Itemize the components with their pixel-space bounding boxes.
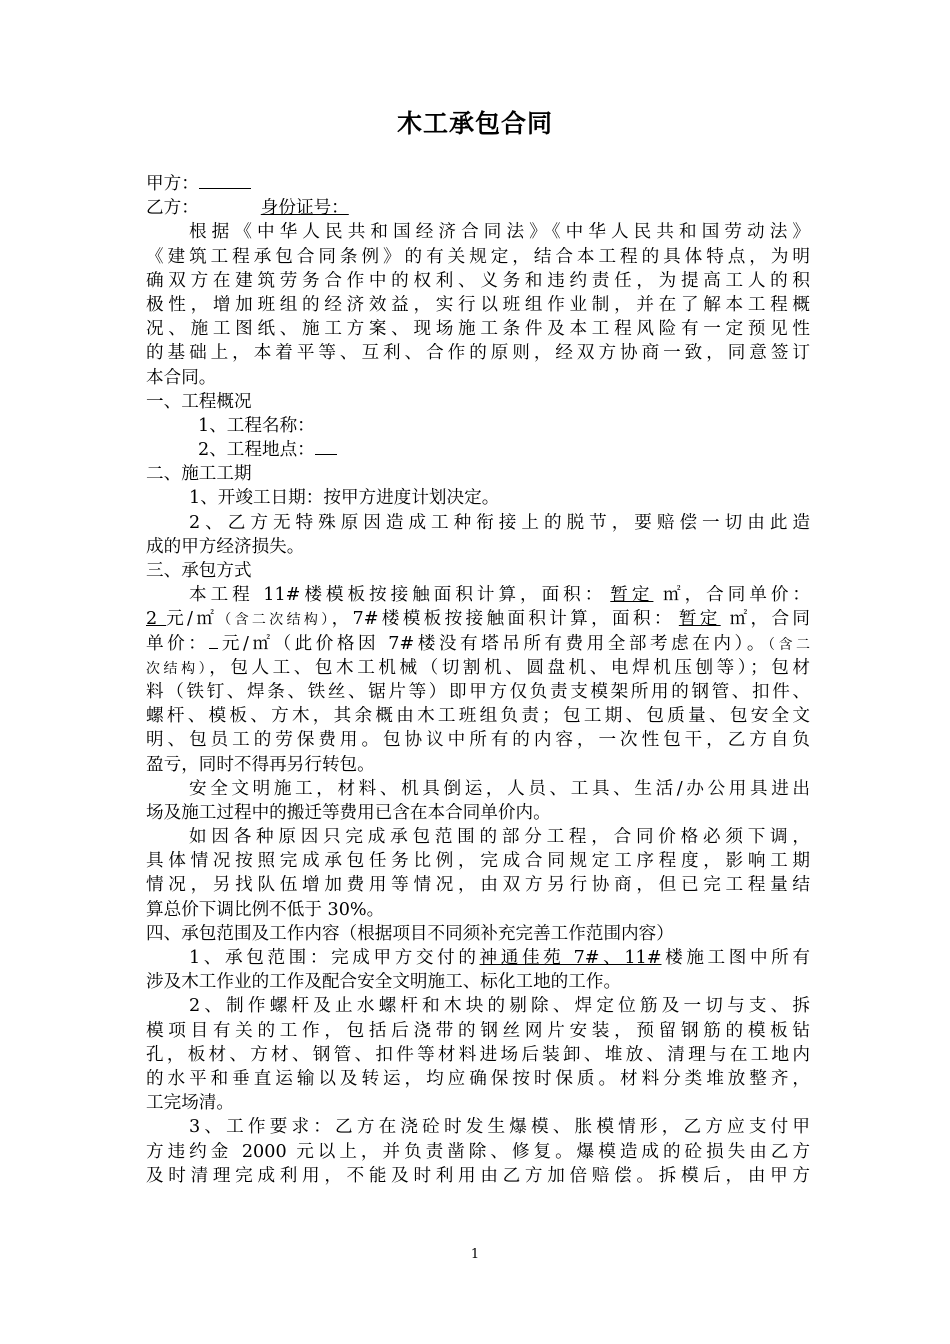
party-a-line — [146, 172, 810, 196]
paragraph-line: 算总价下调比例不低于 30%。 — [146, 899, 385, 920]
paragraph-line: 极性，增加班组的经济效益，实行以班组作业制，并在了解本工程概 — [146, 294, 810, 315]
area-value: 暂定 — [678, 609, 721, 630]
paragraph-line: 明、包员工的劳保费用。包协议中所有的内容，一次性包干，乙方自负 — [146, 730, 810, 751]
paragraph-line: 模项目有关的工作，包括后浇带的钢丝网片安装，预留钢筋的模板钻 — [146, 1020, 810, 1041]
paragraph-line: 如因各种原因只完成承包范围的部分工程，合同价格必须下调， — [189, 827, 810, 848]
text-span: ㎡，合同单价： — [653, 585, 810, 606]
section-heading: 二、施工工期 — [146, 464, 252, 485]
project-location-blank — [315, 438, 337, 455]
project-location-label: 2、工程地点： — [198, 440, 315, 461]
paragraph-line: 涉及木工作业的工作及配合安全文明施工、标化工地的工作。 — [146, 972, 622, 993]
page-number: 1 — [470, 1247, 480, 1262]
paragraph-line: 3、工作要求：乙方在浇砼时发生爆模、胀模情形，乙方应支付甲 — [189, 1117, 810, 1138]
document-title: 木工承包合同 — [396, 109, 553, 138]
text-span: （含二次结构） — [217, 612, 332, 629]
paragraph-line: 孔，板材、方材、钢管、扣件等材料进场后装卸、堆放、清理与在工地内 — [146, 1044, 810, 1065]
text-span: 元/㎡（此价格因 7#楼没有塔吊所有费用全部考虑在内）。 — [218, 633, 768, 654]
paragraph-line — [146, 656, 810, 680]
text-span: 元/㎡ — [166, 609, 218, 630]
area-value: 暂定 — [610, 585, 654, 606]
party-b-id-field — [199, 196, 399, 220]
paragraph-line — [146, 607, 810, 631]
section-heading: 一、工程概况 — [146, 391, 252, 412]
text-span: （含二 — [767, 636, 810, 653]
party-b-line — [146, 196, 810, 220]
project-name-value: 神通佳苑 7#、11# — [479, 948, 662, 968]
section-heading: 四、承包范围及工作内容（根据项目不同须补充完善工作范围内容） — [146, 923, 674, 944]
text-span: 楼施工图中所有 — [661, 948, 810, 968]
paragraph-line: 确双方在建筑劳务合作中的权利、义务和违约责任，为提高工人的积 — [146, 270, 810, 291]
paragraph-line: 的基础上，本着平等、互利、合作的原则，经双方协商一致，同意签订 — [146, 343, 810, 364]
paragraph-line: 况、施工图纸、施工方案、现场施工条件及本工程风险有一定预见性 — [146, 319, 810, 340]
party-b-label: 乙方： — [146, 198, 199, 219]
paragraph-line — [146, 946, 810, 970]
paragraph-line — [146, 632, 810, 656]
unit-price-blank — [209, 634, 218, 649]
paragraph-line: 具体情况按照完成承包任务比例，完成合同规定工序程度，影响工期 — [146, 851, 810, 872]
paragraph-line: 本合同。 — [146, 367, 217, 388]
text-span: ，包人工、包木工机械（切割机、圆盘机、电焊机压刨等）；包材 — [209, 657, 810, 678]
paragraph-line: 1、开竣工日期：按甲方进度计划决定。 — [189, 488, 500, 509]
paragraph-line: 料（铁钉、焊条、铁丝、锯片等）即甲方仅负责支模架所用的钢管、扣件、 — [146, 681, 810, 702]
paragraph-line: 场及施工过程中的搬迁等费用已含在本合同单价内。 — [146, 802, 551, 823]
section-heading: 三、承包方式 — [146, 561, 252, 581]
paragraph-line — [146, 583, 810, 607]
paragraph-line: 安全文明施工，材料、机具倒运，人员、工具、生活/办公用具进出 — [189, 778, 810, 799]
id-number-label: 身份证号： — [260, 198, 349, 219]
paragraph-line: 螺杆、模板、方木，其余概由木工班组负责；包工期、包质量、包安全文 — [146, 706, 810, 727]
project-name-line: 1、工程名称： — [198, 415, 315, 436]
paragraph-line: 《建筑工程承包合同条例》的有关规定，结合本工程的具体特点，为明 — [146, 246, 810, 267]
text-span: 1、承包范围：完成甲方交付的 — [189, 948, 480, 968]
paragraph-line: 根据《中华人民共和国经济合同法》《中华人民共和国劳动法》 — [189, 222, 810, 243]
paragraph-line: 2、乙方无特殊原因造成工种衔接上的脱节，要赔偿一切由此造 — [189, 512, 810, 533]
text-span: 本工程 11#楼模板按接触面积计算，面积： — [189, 585, 607, 606]
project-location-line — [146, 438, 810, 462]
party-a-blank — [199, 172, 251, 189]
text-span: ㎡，合同 — [720, 609, 810, 630]
text-span: 次结构） — [146, 660, 210, 677]
unit-price-value: 2 — [146, 609, 167, 630]
paragraph-line: 情况，另找队伍增加费用等情况，由双方另行协商，但已完工程量结 — [146, 875, 810, 896]
paragraph-line: 及时清理完成利用，不能及时利用由乙方加倍赔偿。拆模后，由甲方 — [146, 1165, 810, 1186]
paragraph-line: 2、制作螺杆及止水螺杆和木块的剔除、焊定位筋及一切与支、拆 — [189, 996, 810, 1017]
party-a-label: 甲方： — [146, 174, 199, 194]
paragraph-line: 成的甲方经济损失。 — [146, 536, 305, 557]
paragraph-line: 的水平和垂直运输以及转运，均应确保按时保质。材料分类堆放整齐， — [146, 1068, 810, 1089]
document-body — [146, 172, 810, 1188]
paragraph-line: 方违约金 2000 元以上，并负责凿除、修复。爆模造成的砼损失由乙方 — [146, 1141, 810, 1162]
paragraph-line: 工完场清。 — [146, 1093, 234, 1114]
text-span: ，7#楼模板按接触面积计算，面积： — [331, 609, 675, 630]
text-span: 单价： — [146, 633, 210, 654]
paragraph-line: 盈亏，同时不得再另行转包。 — [146, 754, 375, 775]
